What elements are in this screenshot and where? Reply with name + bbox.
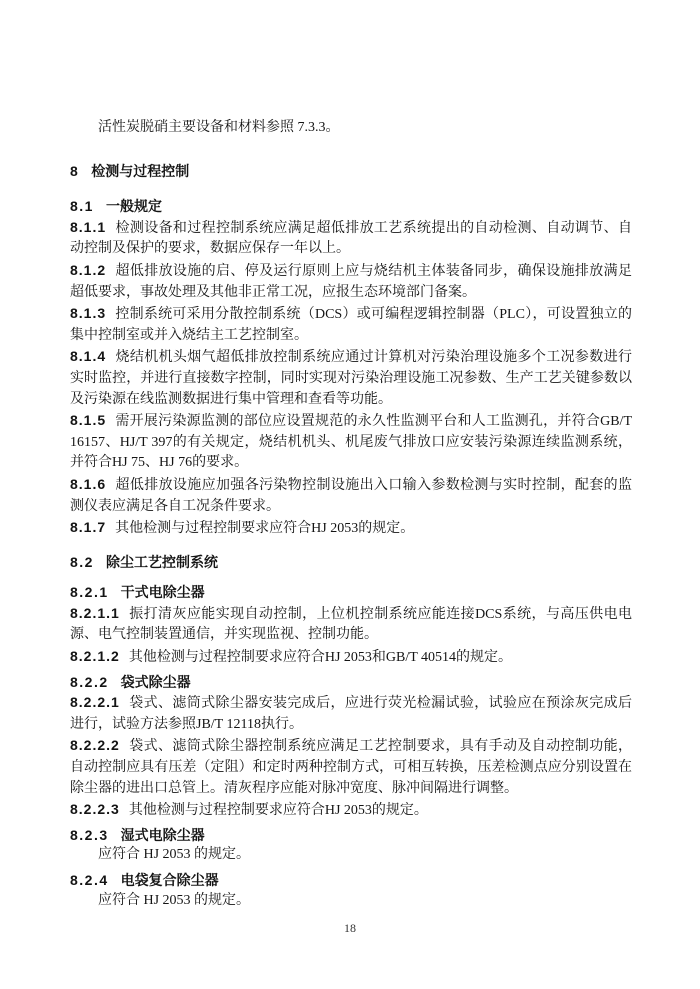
clause-number: 8.1.1 bbox=[70, 218, 107, 235]
clause-number: 8.1.3 bbox=[70, 305, 107, 322]
section-8-heading bbox=[70, 161, 632, 182]
clause-text: 振打清灰应能实现自动控制，上位机控制系统应能连接DCS系统，与高压供电电源、电气控制装置通信，并实现监视、控制功能。 bbox=[70, 606, 632, 643]
clause-number: 8.2.2.3 bbox=[70, 801, 120, 818]
clause-8-1-5 bbox=[70, 410, 632, 474]
heading-number: 8.2.3 bbox=[70, 826, 109, 843]
clause-number: 8.1.7 bbox=[70, 519, 107, 536]
paragraph-8-2-4: 应符合 HJ 2053 的规定。 bbox=[98, 892, 251, 908]
intro-paragraph: 活性炭脱硝主要设备和材料参照 7.3.3。 bbox=[98, 120, 340, 135]
heading-title: 干式电除尘器 bbox=[120, 584, 205, 601]
clause-text: 超低排放设施应加强各污染物控制设施出入口输入参数检测与实时控制，配套的监测仪表应满足各自工况条件要求。 bbox=[70, 477, 632, 514]
heading-title: 一般规定 bbox=[105, 198, 162, 215]
clause-8-1-7 bbox=[70, 517, 632, 540]
section-8-1-heading bbox=[70, 196, 632, 217]
clause-text: 袋式、滤筒式除尘器控制系统应满足工艺控制要求，具有手动及自动控制功能，自动控制应具有压差（定阻）和定时两种控制方式，可相互转换，压差检测点应分别设置在除尘器的进出口总管上。清灰程序应能对脉冲宽度、脉冲间隔进行调整。 bbox=[70, 739, 632, 796]
paragraph-8-2-3: 应符合 HJ 2053 的规定。 bbox=[98, 847, 251, 863]
clause-8-2-1-1 bbox=[70, 603, 632, 646]
clause-text: 其他检测与过程控制要求应符合HJ 2053的规定。 bbox=[128, 803, 428, 819]
heading-number: 8.1 bbox=[70, 198, 94, 215]
section-8-2-heading bbox=[70, 552, 632, 573]
clause-8-1-4 bbox=[70, 346, 632, 410]
heading-title: 除尘工艺控制系统 bbox=[105, 553, 218, 570]
clause-8-1-1 bbox=[70, 217, 632, 260]
clause-number: 8.1.2 bbox=[70, 261, 107, 278]
section-8-2-1-heading bbox=[70, 582, 632, 603]
clause-8-2-1-2 bbox=[70, 646, 632, 669]
clause-text: 其他检测与过程控制要求应符合HJ 2053和GB/T 40514的规定。 bbox=[128, 650, 513, 666]
heading-number: 8.2 bbox=[70, 553, 94, 570]
clause-8-1-2 bbox=[70, 260, 632, 303]
clause-number: 8.2.2.1 bbox=[70, 694, 120, 711]
heading-title: 袋式除尘器 bbox=[120, 673, 191, 690]
section-8-2-4-heading bbox=[70, 870, 632, 891]
clause-number: 8.2.1.2 bbox=[70, 648, 120, 665]
document-content bbox=[70, 118, 632, 911]
clause-8-1-3 bbox=[70, 303, 632, 346]
clause-number: 8.2.2.2 bbox=[70, 737, 120, 754]
page-number: 18 bbox=[344, 921, 356, 935]
section-8-2-2-heading bbox=[70, 672, 632, 693]
clause-text: 检测设备和过程控制系统应满足超低排放工艺系统提出的自动检测、自动调节、自动控制及保护的要求，数据应保存一年以上。 bbox=[70, 220, 632, 257]
heading-number: 8.2.4 bbox=[70, 872, 109, 888]
clause-text: 控制系统可采用分散控制系统（DCS）或可编程逻辑控制器（PLC），可设置独立的集中控制室或并入烧结主工艺控制室。 bbox=[70, 307, 632, 343]
clause-text: 超低排放设施的启、停及运行原则上应与烧结机主体装备同步，确保设施排放满足超低要求，事故处理及其他非正常工况，应报生态环境部门备案。 bbox=[70, 263, 632, 300]
clause-number: 8.2.1.1 bbox=[70, 604, 120, 621]
clause-number: 8.1.4 bbox=[70, 348, 107, 365]
clause-text: 烧结机机头烟气超低排放控制系统应通过计算机对污染治理设施多个工况参数进行实时监控，并进行直接数字控制，同时实现对污染治理设施工况参数、生产工艺关键参数以及污染源在线监测数据进行集中管理和查看等功能。 bbox=[70, 350, 632, 407]
heading-number: 8.2.2 bbox=[70, 673, 109, 690]
clause-8-2-2-2 bbox=[70, 735, 632, 799]
heading-title: 湿式电除尘器 bbox=[120, 826, 205, 843]
clause-8-1-6 bbox=[70, 474, 632, 517]
heading-title: 检测与过程控制 bbox=[91, 162, 190, 179]
heading-number: 8 bbox=[70, 162, 80, 179]
clause-8-2-2-3 bbox=[70, 799, 632, 822]
section-8-2-3-heading bbox=[70, 825, 632, 846]
clause-text: 袋式、滤筒式除尘器安装完成后，应进行荧光检漏试验，试验应在预涂灰完成后进行，试验方法参照JB/T 12118执行。 bbox=[70, 696, 632, 732]
clause-text: 需开展污染源监测的部位应设置规范的永久性监测平台和人工监测孔，并符合GB/T 16157、HJ/T 397的有关规定，烧结机机头、机尾废气排放口应安装污染源连续监测系统，并符合HJ 75、HJ 76的要求。 bbox=[70, 414, 632, 471]
heading-number: 8.2.1 bbox=[70, 584, 109, 601]
heading-title: 电袋复合除尘器 bbox=[120, 872, 219, 888]
clause-8-2-2-1 bbox=[70, 692, 632, 735]
clause-number: 8.1.5 bbox=[70, 412, 107, 429]
clause-text: 其他检测与过程控制要求应符合HJ 2053的规定。 bbox=[115, 521, 415, 537]
clause-number: 8.1.6 bbox=[70, 475, 107, 492]
